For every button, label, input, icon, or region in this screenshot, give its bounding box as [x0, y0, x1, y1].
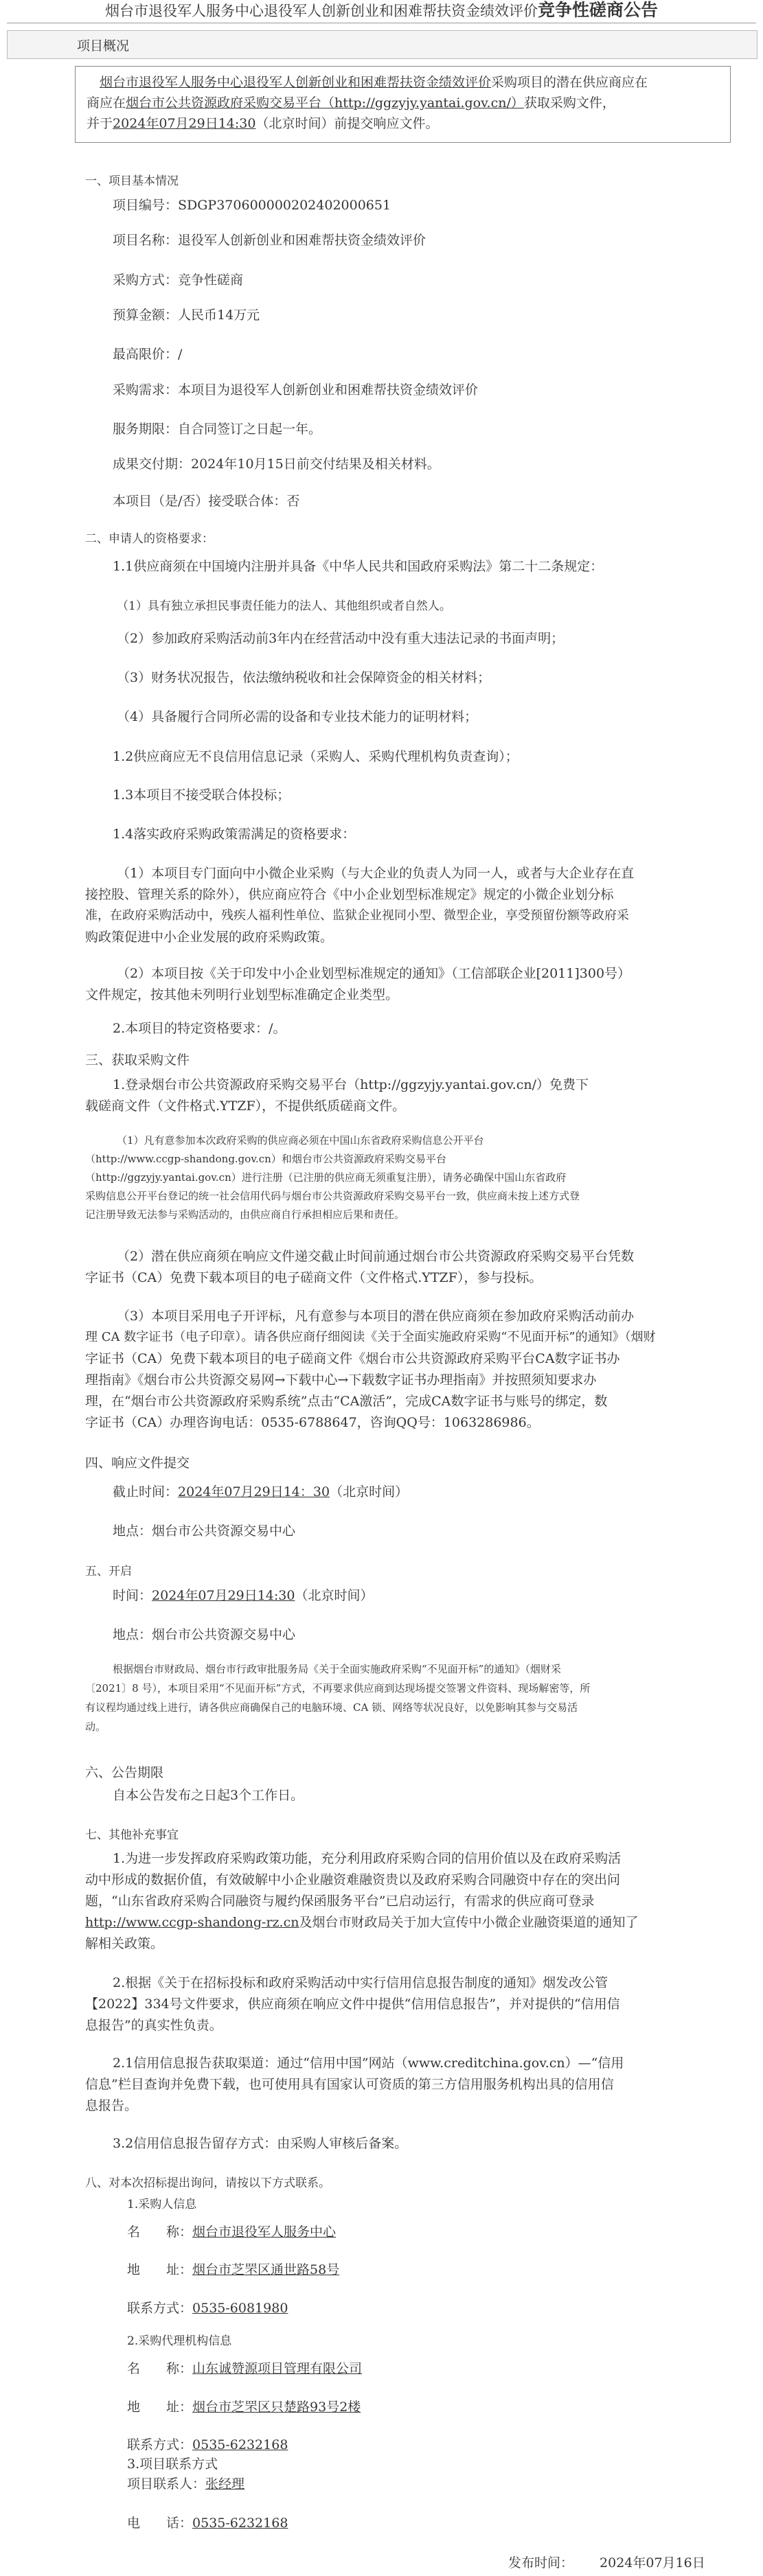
- sme-policy-1-line-4: 购政策促进中小企业发展的政府采购政策。: [85, 930, 334, 945]
- req-1-3: 1.3本项目不接受联合体投标；: [113, 787, 291, 803]
- req-1-1: 1.1供应商须在中国境内注册并具备《中华人民共和国政府采购法》第二十二条规定：: [113, 559, 604, 574]
- remote-opening-line-3: 有议程均通过线上进行，请各供应商确保自己的电脑环境、CA 锁、网络等状况良好，以免影响其参与交易活: [85, 1701, 578, 1714]
- req-1-1-item-3: （3）财务状况报告，依法缴纳税收和社会保障资金的相关材料；: [117, 670, 491, 685]
- credit-channel-line-3: 息报告。: [85, 2098, 138, 2113]
- purchaser-name-row: 名 称：烟台市退役军人服务中心: [127, 2224, 337, 2240]
- opening-place: 地点：烟台市公共资源交易中心: [113, 1627, 296, 1642]
- overview-line-1: 烟台市退役军人服务中心退役军人创新创业和困难帮扶资金绩效评价采购项目的潜在供应商应在: [100, 75, 648, 90]
- agency-phone: 0535-6232168: [192, 2437, 288, 2452]
- finance-line-1: 1.为进一步发挥政府采购政策功能，充分利用政府采购合同的信用价值以及在政府采购活: [113, 1851, 622, 1866]
- ca-note-line-1: （3）本项目采用电子开评标，凡有意参与本项目的潜在供应商须在参加政府采购活动前办: [117, 1309, 635, 1324]
- remote-opening-line-2: 〔2021〕8 号），本项目采用“不见面开标”方式，不再要求供应商到达现场提交签署文件资料、现场解密等，所: [85, 1682, 591, 1694]
- notice-period: 自本公告发布之日起3个工作日。: [113, 1788, 304, 1803]
- sme-policy-1-line-2: 接控股、管理关系的除外），供应商应符合《中小企业划型标准规定》规定的小微企业划分标: [85, 887, 614, 902]
- sme-policy-2-line-1: （2）本项目按《关于印发中小企业划型标准规定的通知》（工信部联企业[2011]300号）: [117, 966, 631, 981]
- agency-phone-row: 联系方式：0535-6232168: [127, 2437, 288, 2452]
- get-docs-line-1: 1.登录烟台市公共资源政府采购交易平台（http://ggzyjy.yantai.gov.cn/）免费下: [113, 1077, 589, 1092]
- remote-opening-line-1: 根据烟台市财政局、烟台市行政审批服务局《关于全面实施政府采购“不见面开标”的通知》（烟财采: [113, 1663, 561, 1675]
- finance-line-3: 题，“山东省政府采购合同融资与履约保函服务平台”已启动运行，有需求的供应商可登录: [85, 1894, 595, 1909]
- project-contact-row: 项目联系人：张经理: [127, 2476, 245, 2492]
- sme-policy-1-line-1: （1）本项目专门面向中小微企业采购（与大企业的负责人为同一人，或者与大企业存在直: [117, 866, 635, 881]
- finance-line-5: 解相关政策。: [85, 1936, 164, 1951]
- reg-note-line-4: 采购信息公开平台登记的统一社会信用代码与烟台市公共资源政府采购交易平台一致，供应商未按上述方式登: [85, 1190, 580, 1202]
- ca-note-line-2: 理 CA 数字证书（电子印章）。请各供应商仔细阅读《关于全面实施政府采购“不见面开标”的通知》（烟财: [85, 1330, 656, 1344]
- finance-line-4: http://www.ccgp-shandong-rz.cn及烟台市财政局关于加大宣传中小微企业融资渠道的通知了: [85, 1915, 639, 1930]
- procurement-method: 采购方式：竞争性磋商: [113, 273, 244, 288]
- title-type: 竞争性磋商公告: [537, 0, 658, 20]
- finance-line-2: 动中形成的数据价值，有效破解中小企业融资难融资贵以及政府采购合同融资中存在的突出问: [85, 1872, 621, 1887]
- req-1-1-item-2: （2）参加政府采购活动前3年内在经营活动中没有重大违法记录的书面声明；: [117, 631, 565, 646]
- sme-policy-2-line-2: 文件规定，按其他未列明行业划型标准确定企业类型。: [85, 987, 399, 1002]
- credit-channel-line-2: 信息”栏目查询并免费下载，也可使用具有国家认可资质的第三方信用服务机构出具的信用信: [85, 2077, 614, 2092]
- delivery-period: 成果交付期：2024年10月15日前交付结果及相关材料。: [113, 457, 440, 472]
- procurement-demand: 采购需求：本项目为退役军人创新创业和困难帮扶资金绩效评价: [113, 382, 479, 398]
- section-4-heading: 四、响应文件提交: [85, 1456, 190, 1471]
- download-note-line-2: 字证书（CA）免费下载本项目的电子磋商文件（文件格式.YTZF），参与投标。: [85, 1270, 543, 1285]
- purchaser-heading: 1.采购人信息: [127, 2198, 197, 2211]
- purchaser-name: 烟台市退役军人服务中心: [192, 2224, 337, 2240]
- title-project: 烟台市退役军人服务中心退役军人创新创业和困难帮扶资金绩效评价: [104, 3, 538, 19]
- reg-note-line-5: 记注册导致无法参与采购活动的，由供应商自行承担相应后果和责任。: [85, 1208, 405, 1221]
- agency-address-row: 地 址：烟台市芝罘区只楚路93号2楼: [127, 2400, 361, 2415]
- credit-report-line-1: 2.根据《关于在招标投标和政府采购活动中实行信用信息报告制度的通知》烟发改公管: [113, 1975, 608, 1990]
- purchaser-phone: 0535-6081980: [192, 2301, 288, 2316]
- purchaser-address-row: 地 址：烟台市芝罘区通世路58号: [127, 2262, 340, 2277]
- agency-address: 烟台市芝罘区只楚路93号2楼: [192, 2400, 361, 2415]
- req-1-2: 1.2供应商应无不良信用信息记录（采购人、采购代理机构负责查询）；: [113, 749, 519, 764]
- req-1-1-item-4: （4）具备履行合同所必需的设备和专业技术能力的证明材料；: [117, 709, 478, 724]
- overview-line-2: 商应在烟台市公共资源政府采购交易平台（http://ggzyjy.yantai.gov.cn/）获取采购文件，: [87, 95, 615, 111]
- download-note-line-1: （2）潜在供应商须在响应文件递交截止时间前通过烟台市公共资源政府采购交易平台凭数: [117, 1249, 635, 1264]
- req-1-4: 1.4落实政府采购政策需满足的资格要求：: [113, 827, 356, 842]
- section-3-heading: 三、获取采购文件: [85, 1053, 190, 1068]
- section-6-heading: 六、公告期限: [85, 1765, 164, 1780]
- opening-time: 时间：2024年07月29日14:30（北京时间）: [113, 1588, 374, 1603]
- project-phone-row: 电 话：0535-6232168: [127, 2516, 288, 2531]
- credit-retention: 3.2信用信息报告留存方式：由采购人审核后备案。: [113, 2136, 408, 2151]
- project-number: 项目编号：SDGP370600000202402000651: [113, 198, 391, 213]
- remote-opening-line-4: 动。: [85, 1721, 106, 1733]
- reg-note-line-3: （http://ggzyjy.yantai.gov.cn）进行注册（已注册的供应商无须重复注册），请务必确保中国山东省政府: [85, 1171, 567, 1184]
- ca-note-line-3: 字证书（CA）免费下载本项目的电子磋商文件《烟台市公共资源政府采购平台CA数字证书办: [85, 1351, 620, 1366]
- reg-note-line-2: （http://www.ccgp-shandong.gov.cn）和烟台市公共资源政府采购交易平台: [85, 1153, 446, 1165]
- overview-box: [75, 66, 731, 143]
- ca-note-line-4: 理指南》《烟台市公共资源交易网→下载中心→下载数字证书办理指南》并按照须知要求办: [85, 1372, 597, 1388]
- req-1-1-item-1: （1）具有独立承担民事责任能力的法人、其他组织或者自然人。: [117, 599, 451, 613]
- service-period: 服务期限：自合同签订之日起一年。: [113, 422, 322, 437]
- reg-note-line-1: （1）凡有意参加本次政府采购的供应商必须在中国山东省政府采购信息公开平台: [117, 1134, 484, 1147]
- section-5-heading: 五、开启: [85, 1565, 132, 1578]
- project-name: 项目名称：退役军人创新创业和困难帮扶资金绩效评价: [113, 233, 426, 248]
- ca-note-line-5: 理，在“烟台市公共资源政府采购系统”点击“CA激活”，完成CA数字证书与账号的绑定，数: [85, 1394, 608, 1409]
- section-2-heading: 二、申请人的资格要求：: [85, 532, 214, 546]
- project-contact-heading: 3.项目联系方式: [127, 2457, 218, 2472]
- platform-link[interactable]: 烟台市公共资源政府采购交易平台（http://ggzyjy.yantai.gov.cn/）: [126, 95, 524, 111]
- agency-name: 山东诚赞源项目管理有限公司: [192, 2361, 363, 2376]
- project-phone: 0535-6232168: [192, 2516, 288, 2531]
- consortium-accepted: 本项目（是/否）接受联合体：否: [113, 494, 300, 509]
- get-docs-line-2: 载磋商文件（文件格式.YTZF），不提供纸质磋商文件。: [85, 1099, 406, 1114]
- purchaser-address: 烟台市芝罘区通世路58号: [192, 2262, 340, 2277]
- ca-note-line-6: 字证书（CA）办理咨询电话：0535-6788647，咨询QQ号：1063286986。: [85, 1415, 540, 1430]
- req-2: 2.本项目的特定资格要求：/。: [113, 1021, 286, 1036]
- overview-line-3: 并于2024年07月29日14:30（北京时间）前提交响应文件。: [87, 116, 439, 131]
- section-8-heading: 八、对本次招标提出询问，请按以下方式联系。: [85, 2176, 330, 2190]
- page-title: [0, 0, 763, 21]
- section-7-heading: 七、其他补充事宜: [85, 1828, 179, 1842]
- budget-amount: 预算金额：人民币14万元: [113, 308, 260, 323]
- section-1-heading: 一、项目基本情况: [85, 174, 179, 188]
- overview-tab-label: 项目概况: [77, 38, 130, 54]
- max-price: 最高限价：/: [113, 347, 183, 362]
- submission-deadline: 截止时间：2024年07月29日14：30（北京时间）: [113, 1484, 409, 1499]
- project-contact-person: 张经理: [205, 2476, 245, 2492]
- credit-report-line-3: 息报告”的真实性负责。: [85, 2018, 223, 2033]
- publish-time: 发布时间： 2024年07月16日: [508, 2555, 705, 2571]
- agency-heading: 2.采购代理机构信息: [127, 2334, 232, 2348]
- agency-name-row: 名 称：山东诚赞源项目管理有限公司: [127, 2361, 363, 2376]
- sme-policy-1-line-3: 准，在政府采购活动中，残疾人福利性单位、监狱企业视同小型、微型企业，享受预留份额等政府采: [85, 908, 629, 923]
- finance-platform-link[interactable]: http://www.ccgp-shandong-rz.cn: [85, 1915, 299, 1930]
- submission-place: 地点：烟台市公共资源交易中心: [113, 1523, 296, 1539]
- credit-report-line-2: 【2022】334号文件要求，供应商须在响应文件中提供“信用信息报告”，并对提供的“信用信: [85, 1997, 620, 2012]
- credit-channel-line-1: 2.1信用信息报告获取渠道：通过“信用中国”网站（www.creditchina.gov.cn）—“信用: [113, 2056, 624, 2071]
- purchaser-phone-row: 联系方式：0535-6081980: [127, 2301, 288, 2316]
